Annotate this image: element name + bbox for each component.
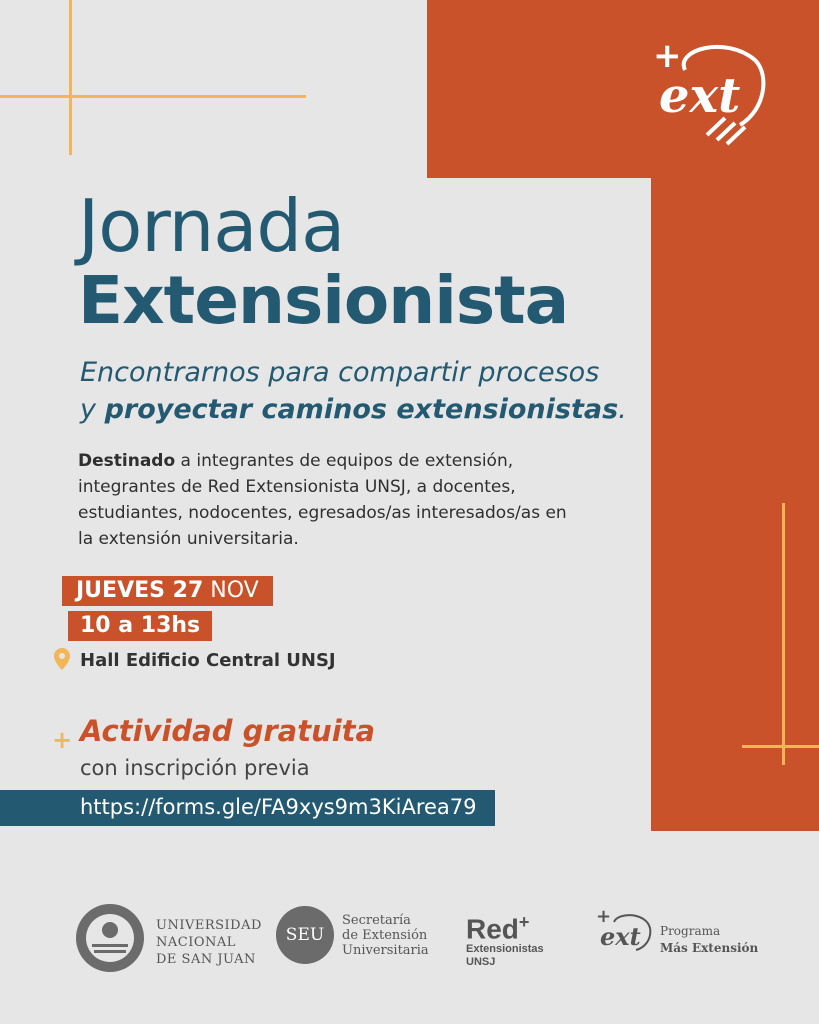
- red-line-2: Extensionistas: [466, 943, 544, 956]
- seu-line-3: Universitaria: [342, 943, 429, 958]
- unsj-name: [156, 917, 262, 968]
- programa-ext-plus: +: [596, 906, 612, 927]
- description-rest: a integrantes de equipos de extensión, integrantes de Red Extensionista UNSJ, a docentes, estudiantes, nodocentes, egresados/as interesados/as en la extensión universitaria.: [78, 451, 567, 549]
- unsj-seal-icon: [74, 902, 146, 974]
- programa-name: [660, 923, 758, 957]
- red-line-3: UNSJ: [466, 956, 496, 969]
- gold-line-vertical-top: [69, 0, 72, 155]
- subtitle-line-2-suffix: .: [618, 394, 627, 425]
- subtitle-line-1: Encontrarnos para compartir procesos: [80, 357, 600, 388]
- programa-ext-logo: [596, 906, 656, 960]
- subtitle-line-2-prefix: y: [80, 394, 105, 425]
- unsj-line-3: DE SAN JUAN: [156, 952, 256, 967]
- seu-name: [342, 913, 429, 958]
- programa-line-2: Más Extensión: [660, 941, 759, 955]
- time-badge: [68, 611, 212, 641]
- date-month: NOV: [203, 578, 259, 603]
- gold-line-horizontal-bottom: [742, 745, 819, 748]
- title-line-2: Extensionista: [78, 262, 569, 339]
- seu-line-2: de Extensión: [342, 928, 428, 943]
- unsj-line-2: NACIONAL: [156, 935, 236, 950]
- unsj-logo: [74, 902, 146, 974]
- ext-logo-text: ext: [659, 68, 741, 124]
- programa-ext-text: ext: [600, 922, 641, 951]
- location-pin-icon: [54, 648, 70, 670]
- title-line-1: Jornada: [78, 184, 345, 268]
- gold-line-horizontal-top: [0, 95, 306, 98]
- programa-ext-arc: [596, 910, 656, 960]
- time-text: 10 a 13hs: [80, 613, 201, 638]
- unsj-line-1: UNIVERSIDAD: [156, 918, 262, 933]
- seu-line-1: Secretaría: [342, 913, 411, 928]
- red-word: Red: [466, 913, 519, 945]
- subtitle-line-2-bold: proyectar caminos extensionistas: [104, 394, 619, 425]
- registration-link[interactable]: https://forms.gle/FA9xys9m3KiArea79: [80, 795, 477, 819]
- activity-subtitle: con inscripción previa: [80, 756, 310, 780]
- red-logo: [466, 908, 544, 969]
- description: [78, 448, 578, 552]
- activity-title: Actividad gratuita: [80, 714, 376, 748]
- subtitle-line-2: [80, 396, 627, 423]
- programa-line-1: Programa: [660, 924, 721, 938]
- gold-line-vertical-bottom: [782, 503, 785, 765]
- plus-icon: +: [52, 726, 73, 754]
- location-text: Hall Edificio Central UNSJ: [80, 650, 336, 671]
- date-badge: [62, 576, 273, 606]
- seu-logo: [276, 906, 334, 964]
- red-plus: +: [518, 912, 530, 932]
- date-day: JUEVES 27: [76, 578, 204, 603]
- ext-logo-plus: +: [653, 36, 682, 76]
- seu-badge-text: SEU: [285, 925, 325, 945]
- ext-logo: [645, 36, 775, 150]
- description-bold: Destinado: [78, 451, 176, 471]
